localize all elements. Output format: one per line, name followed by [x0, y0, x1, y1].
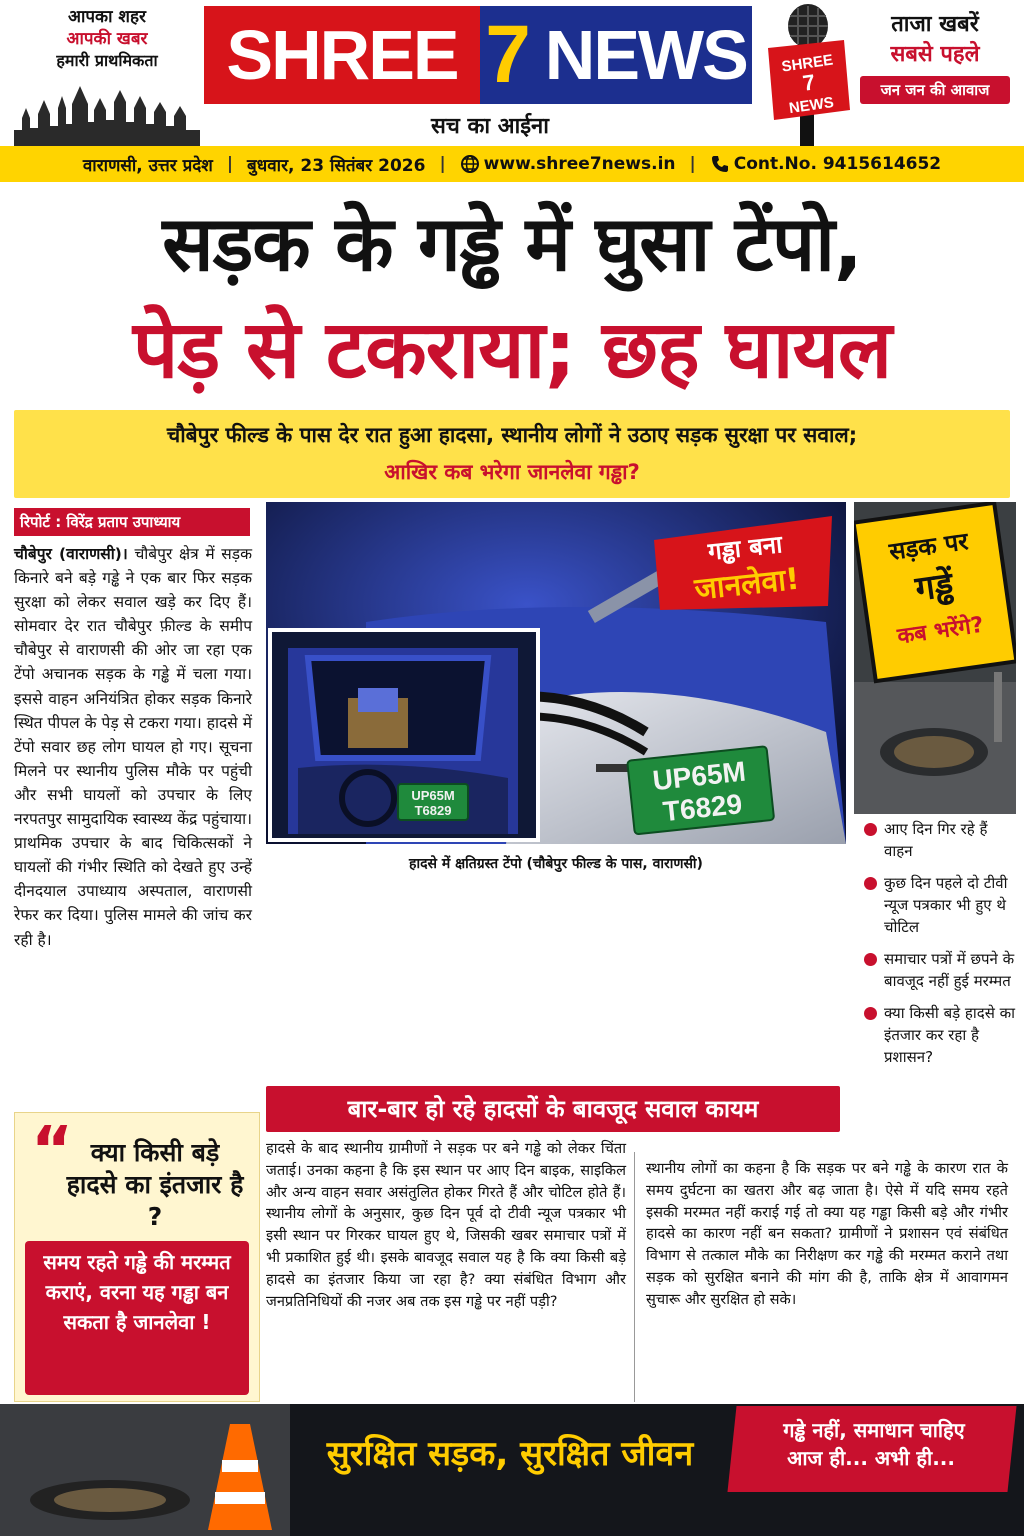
- website-text: www.shree7news.in: [483, 154, 676, 174]
- logo-shree-text: SHREE: [226, 16, 458, 94]
- info-bar: [0, 146, 1024, 182]
- footer-call-to-action: [727, 1406, 1016, 1492]
- inset-cabin-picture: [268, 628, 540, 842]
- logo-news-text: NEWS: [544, 16, 747, 94]
- slogan-line-1: आपका शहर: [68, 7, 146, 27]
- article-body: चौबेपुर क्षेत्र में सड़क किनारे बने बड़े गड्ढे ने एक बार फिर सड़क सुरक्षा को लेकर सवाल खड़े कर दिए हैं। सोमवार देर रात चौबेपुर फ़ील्ड के समीप चौबेपुर से वाराणसी की ओर जा रहा एक टेंपो अचानक सड़क के गड्ढे में चला गया। इससे वाहन अनियंत्रित होकर सड़क किनारे स्थित पीपल के पेड़ से टकरा गया। हादसे में टेंपो सवार छह लोग घायल हो गए। सूचना मिलने पर स्थानीय पुलिस मौके पर पहुंची और सभी घायलों को उपचार के लिए नरपतपुर सामुदायिक स्वास्थ्य केंद्र पहुंचाया। प्राथमिक उपचार के बाद चिकित्सकों ने घायलों की गंभीर स्थिति को देखते हुए उन्हें दीनदयाल उपाध्याय अस्पताल, वाराणसी रेफर कर दिया। पुलिस मामले की जांच कर रही है।: [14, 545, 252, 949]
- logo-tagline: सच का आईना: [431, 114, 549, 139]
- sign-line-3: कब भरेंगे?: [895, 612, 986, 650]
- spacer: [266, 822, 267, 823]
- quote-mark: “: [31, 1114, 74, 1188]
- key-point-text: कुछ दिन पहले दो टीवी न्यूज पत्रकार भी हुए थे चोटिल: [884, 874, 1008, 936]
- contact-number[interactable]: [710, 154, 941, 174]
- slogan-line-3: हमारी प्राथमिकता: [56, 51, 158, 70]
- article-dateline: चौबेपुर (वाराणसी)।: [14, 545, 128, 563]
- right-slogan-line-1: ताजा खबरें: [891, 12, 979, 37]
- plate-line-2: T6829: [661, 788, 744, 828]
- reporter-byline: रिपोर्ट : विरेंद्र प्रताप उपाध्याय: [14, 508, 250, 536]
- subheadline-box: [14, 410, 1010, 498]
- footer-cta-line-1: गड्ढे नहीं, समाधान चाहिए: [783, 1418, 965, 1442]
- quote-warning-box: समय रहते गड्ढे की मरम्मत कराएं, वरना यह गड्ढा बन सकता है जानलेवा !: [25, 1241, 249, 1395]
- subheadline-line-2: आखिर कब भरेगा जानलेवा गड्ढा?: [384, 460, 640, 484]
- microphone-icon: [756, 4, 856, 148]
- date-text: बुधवार, 23 सितंबर 2026: [247, 155, 426, 176]
- badge-line-2: जानलेवा!: [692, 561, 802, 608]
- key-points-list: [858, 818, 1016, 1078]
- pothole-sign-photo: [854, 502, 1016, 814]
- plate-line-1: UP65M: [651, 755, 748, 797]
- key-point-item: [858, 872, 1016, 938]
- bullet-icon: [864, 1007, 877, 1020]
- key-point-text: क्या किसी बड़े हादसे का इंतजार कर रहा है प्रशासन?: [884, 1004, 1016, 1066]
- separator: |: [439, 154, 446, 174]
- key-point-text: समाचार पत्रों में छपने के बावजूद नहीं हुई मरम्मत: [884, 950, 1015, 990]
- right-slogan-badge: जन जन की आवाज: [860, 76, 1010, 104]
- contact-text: Cont.No. 9415614652: [733, 154, 942, 174]
- section-heading: बार-बार हो रहे हादसों के बावजूद सवाल कायम: [266, 1086, 840, 1132]
- footer-slogan: सुरक्षित सड़क, सुरक्षित जीवन: [326, 1434, 694, 1474]
- globe-icon: [460, 154, 480, 174]
- article-column-1: हादसे के बाद स्थानीय ग्रामीणों ने सड़क पर बने गड्ढे को लेकर चिंता जताई। उनका कहना है कि इस स्थान पर आए दिन बाइक, साइकिल और अन्य वाहन सवार असंतुलित होकर गिरते हैं और चोटिल होते हैं। स्थानीय लोगों के अनुसार, कुछ दिन पूर्व दो टीवी न्यूज पत्रकार भी इसी स्थान पर गिरकर घायल हुए थे, जिसकी खबर समाचार पत्रों में भी प्रकाशित हुई थी। इसके बावजूद सवाल यह है कि क्या किसी बड़े हादसे का इंतजार किया जा रहा है? क्या संबंधित विभाग और जनप्रतिनिधियों की नजर अब तक इस गड्ढे पर नहीं पड़ी?: [266, 1140, 626, 1310]
- website-link[interactable]: [460, 154, 676, 174]
- masthead-right-slogan: [860, 10, 1010, 136]
- key-point-item: [858, 1002, 1016, 1068]
- mic-label-seven: 7: [801, 69, 817, 96]
- slogan-line-2: आपकी खबर: [66, 29, 148, 49]
- badge-line-1: गड्ढा बना: [706, 530, 784, 566]
- column-divider: [634, 1152, 635, 1402]
- key-point-text: आए दिन गिर रहे हैं वाहन: [884, 820, 988, 860]
- sign-line-1: सड़क पर: [887, 527, 970, 566]
- location-text: वाराणसी, उत्तर प्रदेश: [82, 155, 213, 176]
- quote-box: [14, 1112, 260, 1402]
- headline-line-2: पेड़ से टकराया; छह घायल: [132, 303, 892, 396]
- photo-caption: हादसे में क्षतिग्रस्त टेंपो (चौबेपुर फील्ड के पास, वाराणसी): [409, 856, 703, 872]
- newspaper-logo: [204, 6, 752, 104]
- logo-seven-text: 7: [485, 9, 531, 100]
- road-cone-illustration: [0, 1404, 290, 1536]
- logo-blue-panel: [480, 6, 752, 104]
- footer-cta-line-2: आज ही... अभी ही...: [787, 1446, 955, 1470]
- small-plate-line-1: UP65M: [411, 788, 455, 803]
- quote-text: क्या किसी बड़े हादसे का इंतजार है ?: [66, 1138, 244, 1231]
- headline-line-1: सड़क के गड्ढे में घुसा टेंपो,: [162, 199, 862, 288]
- bullet-icon: [864, 823, 877, 836]
- mic-label-news: NEWS: [787, 93, 835, 118]
- right-slogan-line-2: सबसे पहले: [890, 42, 980, 67]
- logo-red-panel: [204, 6, 480, 104]
- article-column-2: स्थानीय लोगों का कहना है कि सड़क पर बने गड्ढे के कारण रात के समय दुर्घटना का खतरा और बढ़ जाता है। ऐसे में यदि समय रहते इसकी मरम्मत नहीं कराई गई तो क्या यह गड्ढा किसी बड़े और गंभीर हादसे का कारण नहीं बन सकता? ग्रामीणों ने प्रशासन एवं संबंधित विभाग से तत्काल मौके का निरीक्षण कर गड्ढे की मरम्मत कराने तथा सड़क को सुरक्षित बनाने की मांग की है, ताकि क्षेत्र में आवागमन सुचारू और सुरक्षित हो सके।: [646, 1160, 1008, 1308]
- mic-label-shree: SHREE: [780, 51, 835, 76]
- separator: |: [689, 154, 696, 174]
- bullet-icon: [864, 953, 877, 966]
- phone-icon: [710, 154, 730, 174]
- city-skyline-illustration: [14, 78, 200, 148]
- main-article-text: [14, 542, 252, 952]
- masthead-left-slogan: [14, 6, 200, 148]
- subheadline-line-1: चौबेपुर फील्ड के पास देर रात हुआ हादसा, स्थानीय लोगों ने उठाए सड़क सुरक्षा पर सवाल;: [166, 423, 858, 447]
- bullet-icon: [864, 877, 877, 890]
- small-plate-line-2: T6829: [414, 803, 452, 818]
- sign-line-2: गड्ढें: [912, 564, 956, 610]
- separator: |: [226, 154, 234, 174]
- key-point-item: [858, 948, 1016, 992]
- danger-badge: [650, 512, 836, 612]
- footer-banner: [0, 1404, 1024, 1536]
- key-point-item: [858, 818, 1016, 862]
